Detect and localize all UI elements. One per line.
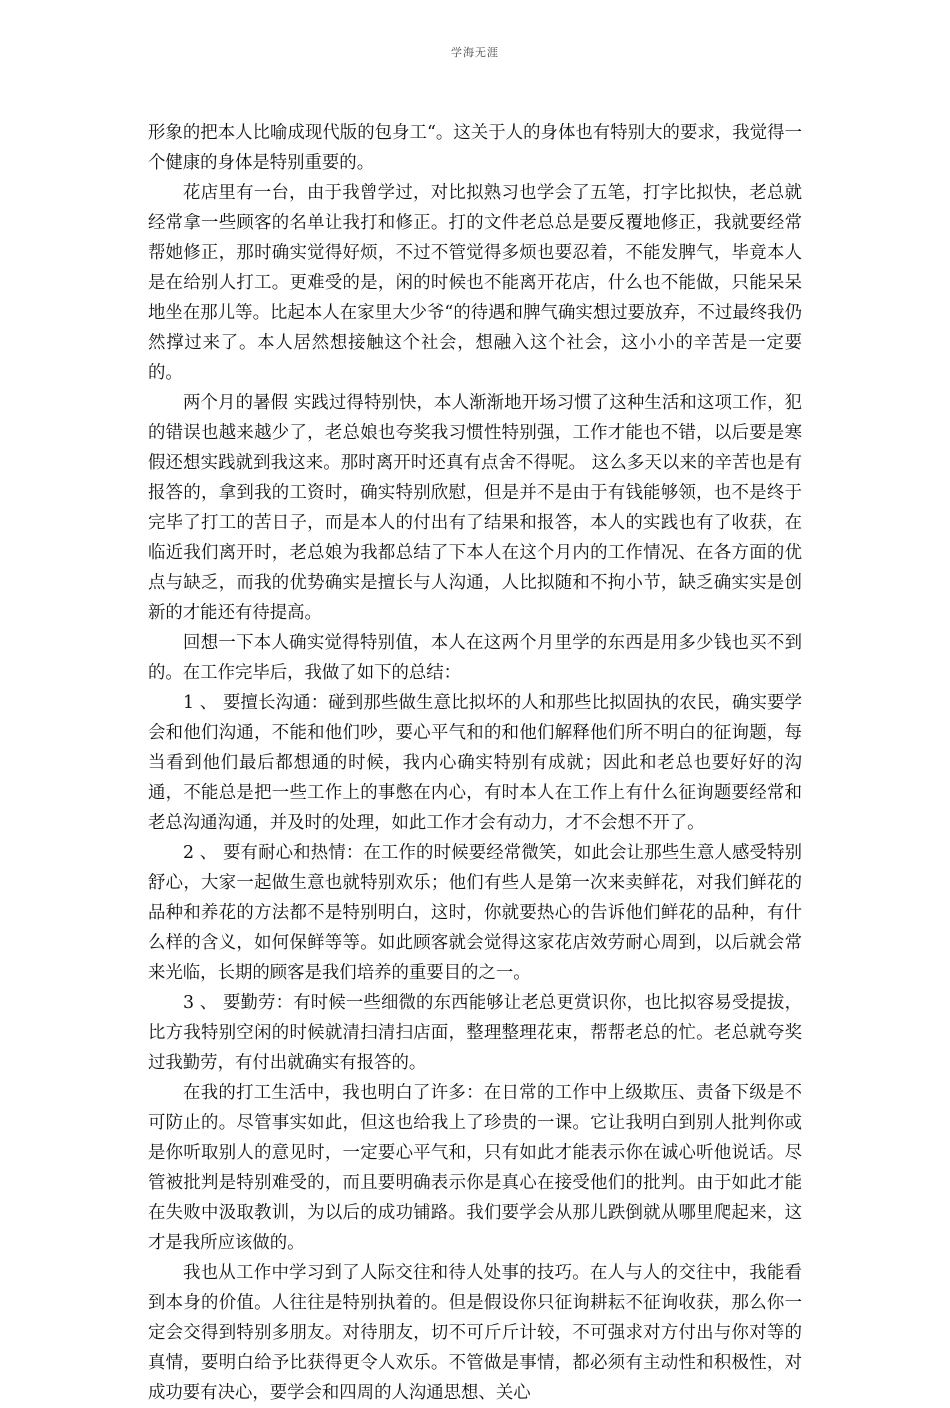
paragraph-1: 形象的把本人比喻成现代版的包身工“。这关于人的身体也有特别大的要求，我觉得一个健康的身体是特别重要的。 xyxy=(148,123,802,173)
paragraph-3: 两个月的暑假 实践过得特别快，本人渐渐地开场习惯了这种生活和这项工作，犯的错误也越来越少了，老总娘也夸奖我习惯性特别强，工作才能也不错，以后要是寒假还想实践就到我这来。那时离开时还真有点舍不得呢。 这么多天以来的辛苦也是有报答的，拿到我的工资时，确实特别欣慰，但是并不是由于有钱能够领，也不是终于完毕了打工的苦日子，而是本人的付出有了结果和报答，本人的实践也有了收获，在临近我们离开时，老总娘为我都总结了下本人在这个月内的工作情况、在各方面的优点与缺乏，而我的优势确实是擅长与人沟通，人比拟随和不拘小节，缺乏确实实是创新的才能还有待提高。 xyxy=(148,393,802,623)
list-item-patience: 2 、 要有耐心和热情：在工作的时候要经常微笑，如此会让那些生意人感受特别舒心，大家一起做生意也就特别欢乐；他们有些人是第一次来卖鲜花，对我们鲜花的品种和养花的方法都不是特别明白，这时，你就要热心的告诉他们鲜花的品种，有什么样的含义，如何保鲜等等。如此顾客就会觉得这家花店效劳耐心周到，以后就会常来光临，长期的顾客是我们培养的重要目的之一。 xyxy=(148,843,802,983)
list-item-diligence: 3 、 要勤劳：有时候一些细微的东西能够让老总更赏识你，也比拟容易受提拔，比方我特别空闲的时候就清扫清扫店面，整理整理花束，帮帮老总的忙。老总就夸奖过我勤劳，有付出就确实有报答的。 xyxy=(148,993,802,1073)
page-header: 学海无涯 xyxy=(451,46,499,59)
paragraph-8: 在我的打工生活中，我也明白了许多：在日常的工作中上级欺压、责备下级是不可防止的。尽管事实如此，但这也给我上了珍贵的一课。它让我明白到别人批判你或是你听取别人的意见时，一定要心平气和，只有如此才能表示你在诚心听他说话。尽管被批判是特别难受的，而且要明确表示你是真心在接受他们的批判。由于如此才能在失败中汲取教训，为以后的成功铺路。我们要学会从那儿跌倒就从哪里爬起来，这才是我所应该做的。 xyxy=(148,1083,802,1253)
list-item-communication: 1 、 要擅长沟通：碰到那些做生意比拟坏的人和那些比拟固执的农民，确实要学会和他们沟通，不能和他们吵，要心平气和的和他们解释他们所不明白的征询题，每当看到他们最后都想通的时候，我内心确实特别有成就；因此和老总也要好好的沟通，不能总是把一些工作上的事憋在内心，有时本人在工作上有什么征询题要经常和老总沟通沟通，并及时的处理，如此工作才会有动力，才不会想不开了。 xyxy=(148,693,802,833)
paragraph-9: 我也从工作中学习到了人际交往和待人处事的技巧。在人与人的交往中，我能看到本身的价值。人往往是特别执着的。但是假设你只征询耕耘不征询收获，那么你一定会交得到特别多朋友。对待朋友，切不可斤斤计较，不可强求对方付出与你对等的真情，要明白给予比获得更令人欢乐。不管做是事情，都必须有主动性和积极性，对成功要有决心，要学会和四周的人沟通思想、关心 xyxy=(148,1263,802,1403)
paragraph-2: 花店里有一台，由于我曾学过，对比拟熟习也学会了五笔，打字比拟快，老总就经常拿一些顾客的名单让我打和修正。打的文件老总总是要反覆地修正，我就要经常帮她修正，那时确实觉得好烦，不过不管觉得多烦也要忍着，不能发脾气，毕竟本人是在给别人打工。更难受的是，闲的时候也不能离开花店，什么也不能做，只能呆呆地坐在那儿等。比起本人在家里大少爷“的待遇和脾气确实想过要放弃，不过最终我仍然撑过来了。本人居然想接触这个社会，想融入这个社会，这小小的辛苦是一定要的。 xyxy=(148,183,802,383)
document-body xyxy=(148,118,802,1408)
paragraph-4: 回想一下本人确实觉得特别值，本人在这两个月里学的东西是用多少钱也买不到的。在工作完毕后，我做了如下的总结： xyxy=(148,633,802,683)
